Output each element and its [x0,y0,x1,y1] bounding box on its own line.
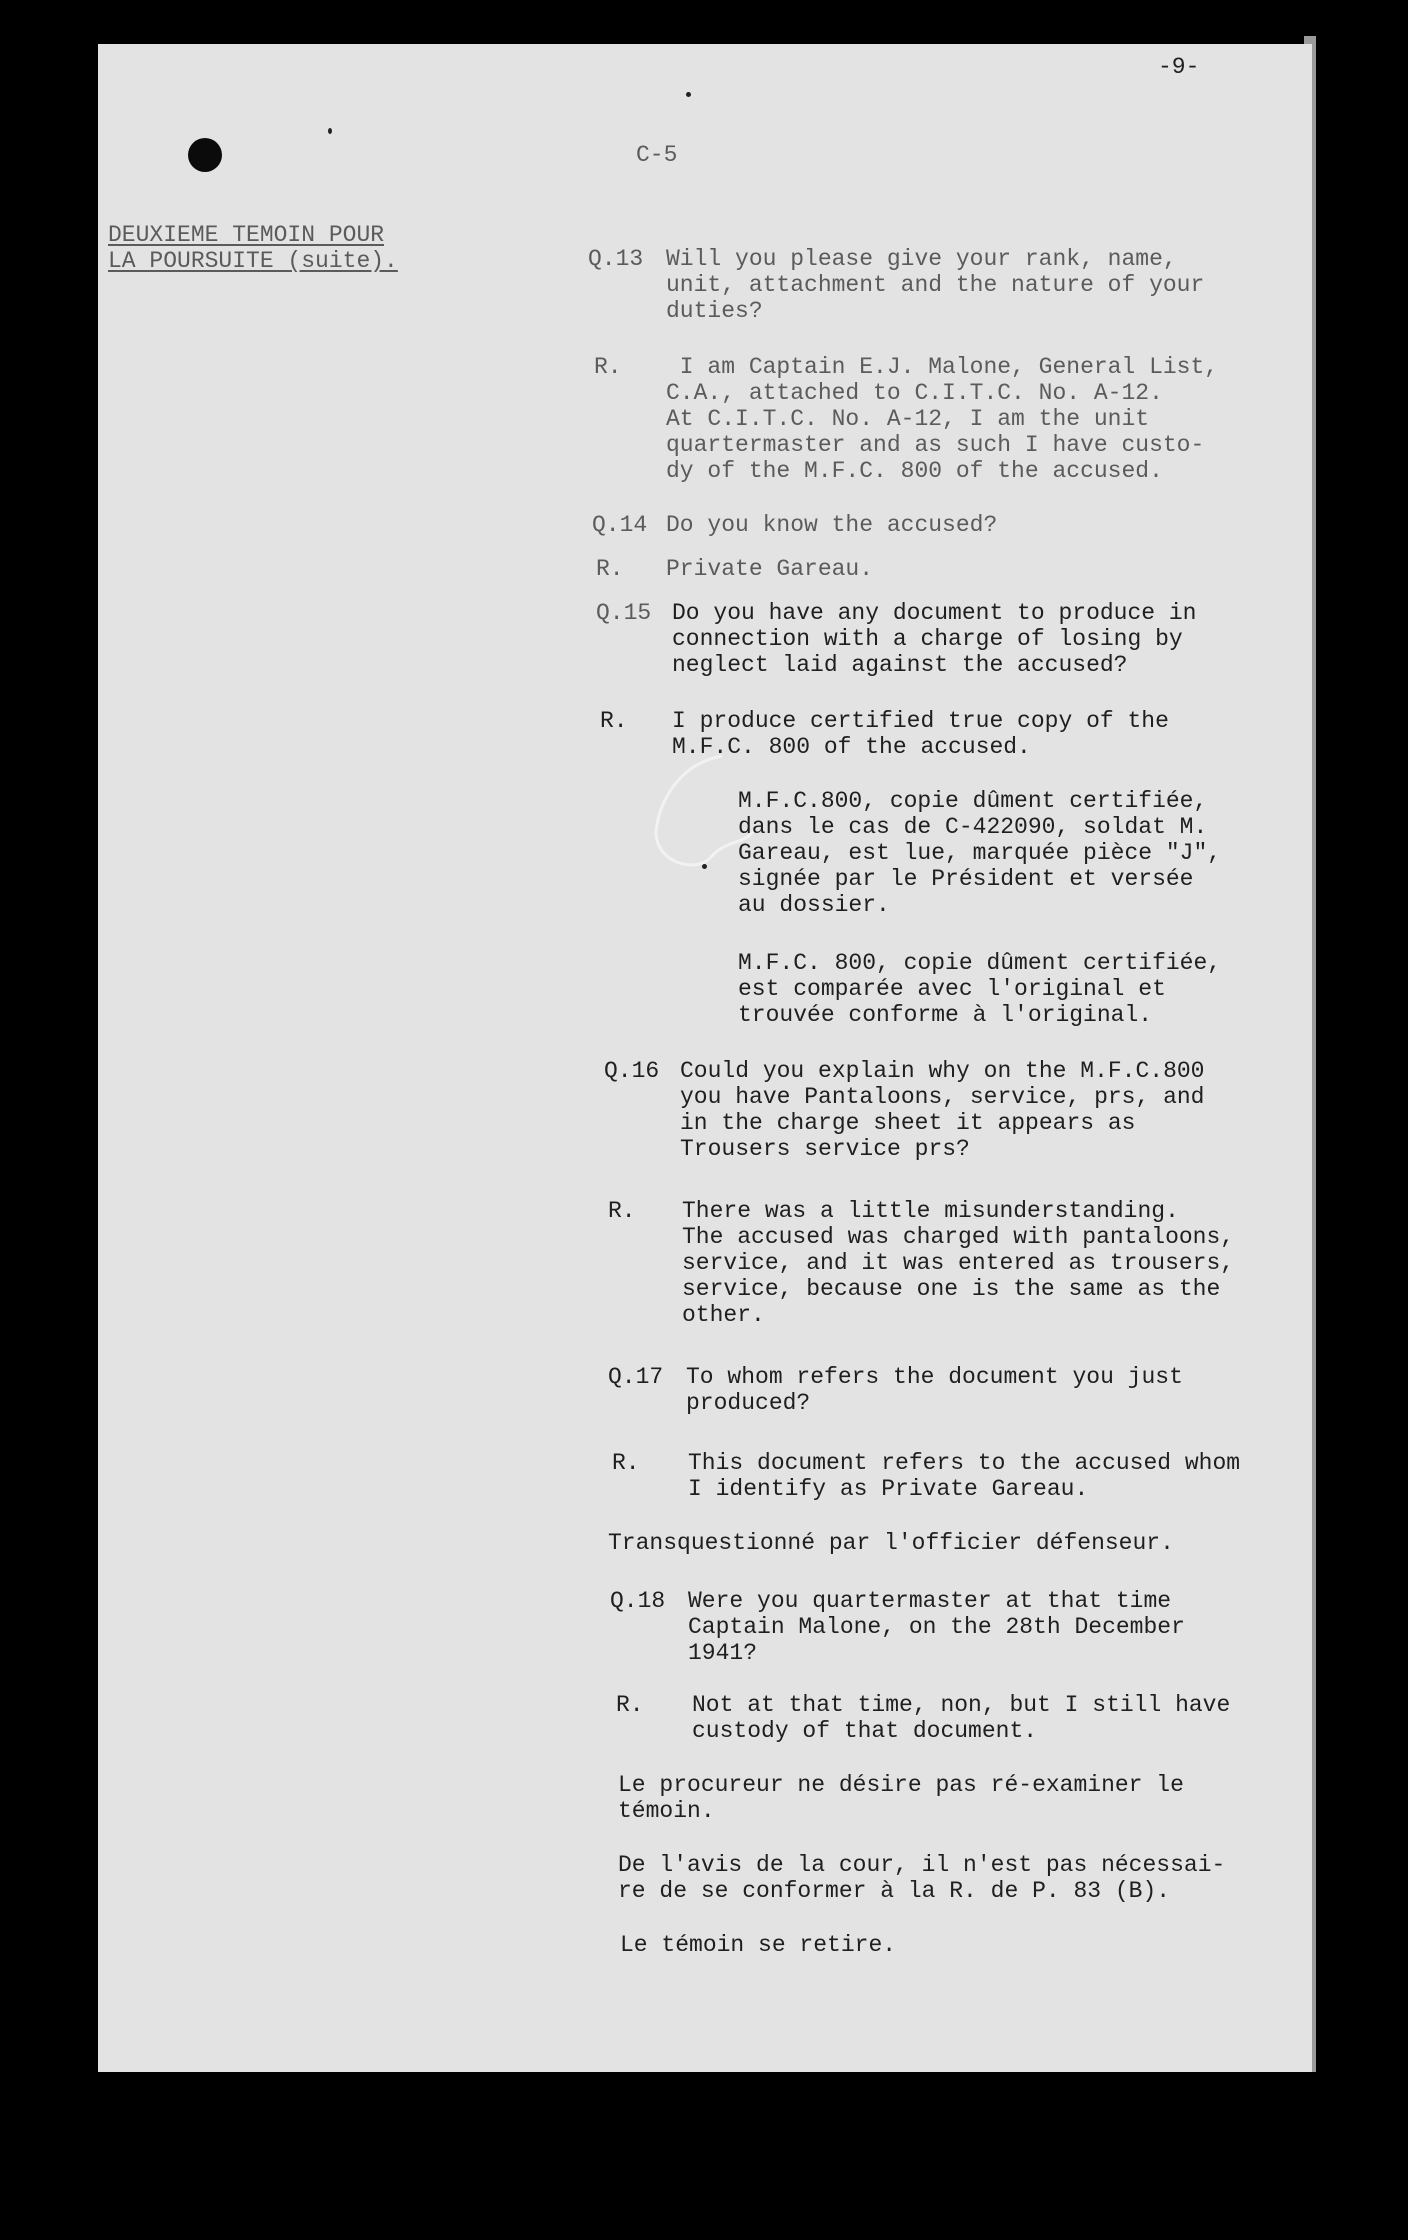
document-code: C-5 [636,142,678,168]
text-line: There was a little misunderstanding. [682,1198,1179,1224]
text-line: signée par le Président et versée [738,866,1194,892]
text-line: au dossier. [738,892,890,918]
text-line: Le témoin se retire. [620,1932,897,1958]
side-heading-line: LA POURSUITE (suite). [108,248,398,274]
text-line: I produce certified true copy of the [672,708,1169,734]
question-marker: Q.15 [596,600,652,626]
text-line: in the charge sheet it appears as [680,1110,1136,1136]
text-line: Transquestionné par l'officier défenseur. [608,1530,1174,1556]
text-line: service, and it was entered as trousers, [682,1250,1235,1276]
text-line: other. [682,1302,765,1328]
text-line: custody of that document. [692,1718,1038,1744]
question-marker: Q.18 [610,1588,666,1614]
side-heading-line: DEUXIEME TEMOIN POUR [108,222,385,248]
text-line: dans le cas de C-422090, soldat M. [738,814,1208,840]
text-line: dy of the M.F.C. 800 of the accused. [666,458,1163,484]
text-line: This document refers to the accused whom [688,1450,1241,1476]
text-line: Captain Malone, on the 28th December [688,1614,1185,1640]
document-body [98,44,1312,2072]
text-line: Will you please give your rank, name, [666,246,1177,272]
page-number: -9- [1158,54,1200,80]
question-marker: Q.16 [604,1058,660,1084]
text-line: Do you have any document to produce in [672,600,1197,626]
answer-marker: R. [596,556,624,582]
text-line: neglect laid against the accused? [672,652,1128,678]
text-line: De l'avis de la cour, il n'est pas nécessai- [618,1852,1226,1878]
text-line: Trousers service prs? [680,1136,970,1162]
text-line: Not at that time, non, but I still have [692,1692,1231,1718]
question-marker: Q.14 [592,512,648,538]
text-line: trouvée conforme à l'original. [738,1002,1153,1028]
text-line: service, because one is the same as the [682,1276,1221,1302]
text-line: Could you explain why on the M.F.C.800 [680,1058,1205,1084]
text-line: témoin. [618,1798,715,1824]
text-line: produced? [686,1390,811,1416]
text-line: quartermaster and as such I have custo- [666,432,1205,458]
text-line: M.F.C. 800, copie dûment certifiée, [738,950,1222,976]
text-line: M.F.C.800, copie dûment certifiée, [738,788,1208,814]
text-line: At C.I.T.C. No. A-12, I am the unit [666,406,1150,432]
answer-marker: R. [612,1450,640,1476]
answer-marker: R. [616,1692,644,1718]
question-marker: Q.13 [588,246,644,272]
text-line: The accused was charged with pantaloons, [682,1224,1235,1250]
text-line: I am Captain E.J. Malone, General List, [666,354,1219,380]
text-line: unit, attachment and the nature of your [666,272,1205,298]
text-line: Gareau, est lue, marquée pièce "J", [738,840,1222,866]
text-line: I identify as Private Gareau. [688,1476,1089,1502]
text-line: Le procureur ne désire pas ré-examiner le [618,1772,1184,1798]
answer-marker: R. [594,354,622,380]
text-line: M.F.C. 800 of the accused. [672,734,1031,760]
text-line: 1941? [688,1640,758,1666]
text-line: Were you quartermaster at that time [688,1588,1172,1614]
text-line: Private Gareau. [666,556,874,582]
text-line: re de se conformer à la R. de P. 83 (B). [618,1878,1171,1904]
question-marker: Q.17 [608,1364,664,1390]
answer-marker: R. [600,708,628,734]
text-line: you have Pantaloons, service, prs, and [680,1084,1205,1110]
document-page [98,44,1312,2072]
text-line: C.A., attached to C.I.T.C. No. A-12. [666,380,1163,406]
text-line: duties? [666,298,763,324]
answer-marker: R. [608,1198,636,1224]
text-line: connection with a charge of losing by [672,626,1183,652]
text-line: To whom refers the document you just [686,1364,1183,1390]
text-line: est comparée avec l'original et [738,976,1166,1002]
text-line: Do you know the accused? [666,512,998,538]
